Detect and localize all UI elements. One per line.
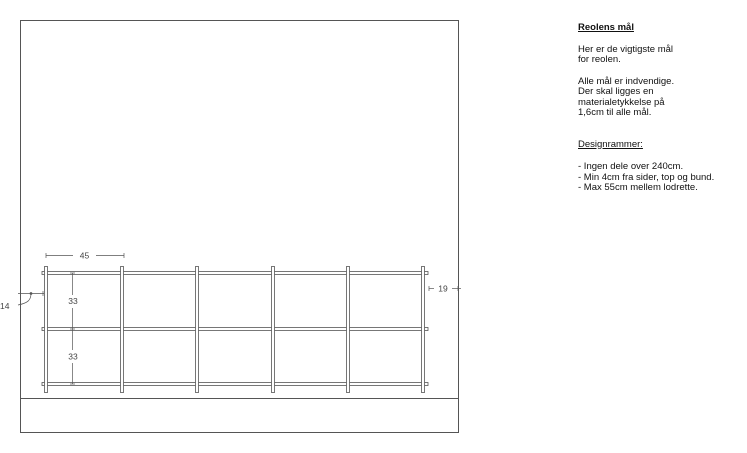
side-offset-dimension — [18, 291, 44, 305]
upright-3 — [196, 267, 199, 393]
shelf-boards — [42, 272, 428, 386]
shelf-board-middle — [42, 328, 428, 331]
notes-inner-line: materialetykkelse på — [578, 96, 665, 108]
notes-intro-line: for reolen. — [578, 54, 621, 65]
wall-outline — [21, 21, 459, 433]
notes-inner-dimensions — [578, 77, 747, 119]
height-dimension-bottom-label: 33 — [68, 351, 78, 362]
height-dimension — [70, 273, 75, 384]
notes-panel — [578, 23, 747, 194]
shelf-board-top — [42, 272, 428, 275]
upright-5 — [347, 267, 350, 393]
upright-2 — [121, 267, 124, 393]
shelf-board-bottom — [42, 383, 428, 386]
width-dimension-label: 45 — [79, 250, 90, 261]
notes-title: Reolens mål — [578, 22, 634, 33]
design-rule: - Max 55cm mellem lodrette. — [578, 182, 698, 193]
depth-dimension-label: 19 — [438, 283, 448, 294]
design-rules-title: Designrammer: — [578, 138, 643, 150]
notes-inner-line: 1,6cm til alle mål. — [578, 107, 652, 118]
notes-inner-line: Der skal ligges en — [578, 86, 654, 97]
design-rule: - Ingen dele over 240cm. — [578, 161, 684, 172]
side-offset-dimension-label: 14 — [0, 301, 10, 311]
design-rules-list — [578, 162, 747, 194]
notes-intro — [578, 45, 747, 66]
notes-intro-line: Her er de vigtigste mål — [578, 43, 674, 55]
upright-4 — [272, 267, 275, 393]
design-rule: - Min 4cm fra sider, top og bund. — [578, 171, 715, 183]
notes-inner-line: Alle mål er indvendige. — [578, 75, 675, 87]
shelf-uprights — [45, 267, 425, 393]
height-dimension-top-label: 33 — [68, 296, 78, 306]
upright-6 — [422, 267, 425, 393]
upright-1 — [45, 267, 48, 393]
